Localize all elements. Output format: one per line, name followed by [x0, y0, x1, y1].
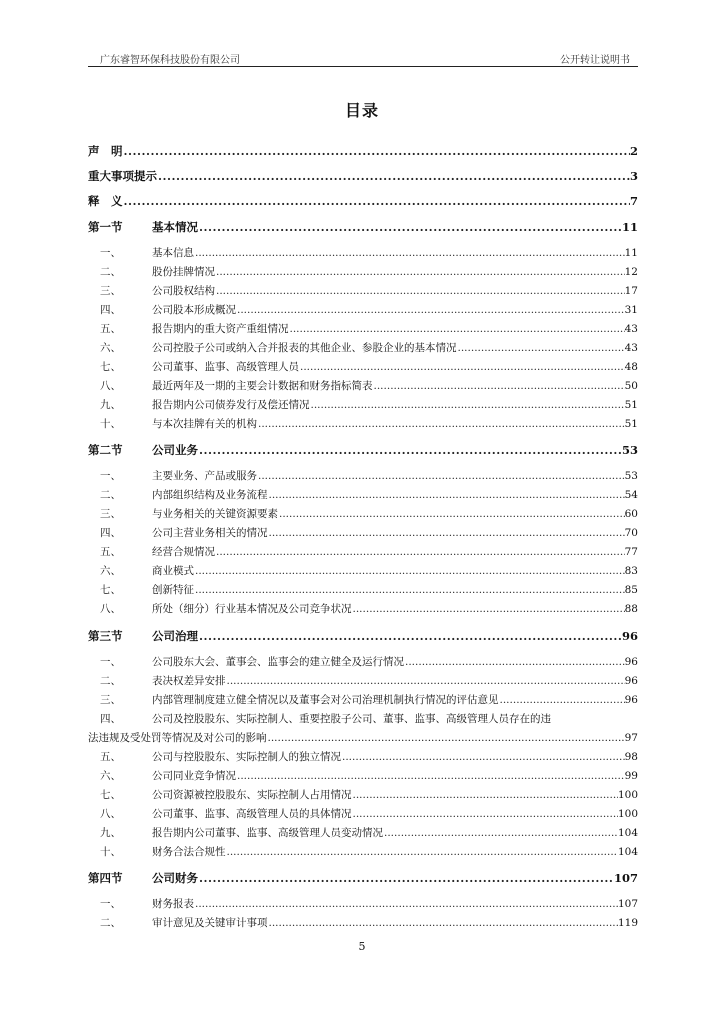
- toc-leader-dots: [289, 321, 625, 337]
- toc-entry[interactable]: [88, 915, 638, 931]
- toc-entry-number: 七、: [100, 361, 121, 373]
- toc-entry-page: 43: [624, 342, 638, 354]
- toc-entry-title: 表决权差异安排: [152, 675, 226, 687]
- toc-entry-title: 公司及控股股东、实际控制人、重要控股子公司、董事、监事、高级管理人员存在的违: [152, 713, 551, 725]
- toc-entry-title: 公司同业竞争情况: [152, 770, 236, 782]
- toc-leader-dots: [198, 870, 614, 886]
- toc-entry-number: 一、: [100, 247, 121, 259]
- toc-leader-dots: [236, 768, 625, 784]
- toc-entry-page: 54: [624, 489, 638, 501]
- toc-entry-page: 119: [617, 917, 638, 929]
- toc-entry-page: 53: [624, 470, 638, 482]
- toc-entry-number: 五、: [100, 323, 121, 335]
- toc-entry-title: 公司控股子公司或纳入合并报表的其他企业、参股企业的基本情况: [152, 342, 457, 354]
- toc-entry[interactable]: [88, 628, 638, 644]
- toc-entry-title: 公司业务: [152, 443, 198, 457]
- toc-entry-page: 104: [617, 827, 638, 839]
- toc-entry-title: 公司资源被控股股东、实际控制人占用情况: [152, 789, 352, 801]
- toc-entry-page: 12: [624, 266, 638, 278]
- toc-entry-page: 88: [624, 603, 638, 615]
- toc-entry-page: 51: [624, 418, 638, 430]
- toc-leader-dots: [257, 416, 625, 432]
- toc-entry-title: 公司主营业务相关的情况: [152, 527, 268, 539]
- toc-entry-title: 所处（细分）行业基本情况及公司竞争状况: [152, 603, 352, 615]
- toc-entry-title: 与业务相关的关键资源要素: [152, 508, 278, 520]
- toc-entry-page: 48: [624, 361, 638, 373]
- toc-entry-number: 一、: [100, 656, 121, 668]
- toc-entry-number: 三、: [100, 694, 121, 706]
- toc-entry[interactable]: [88, 340, 638, 356]
- toc-leader-dots: [215, 283, 625, 299]
- toc-entry-page: 31: [624, 304, 638, 316]
- toc-entry-page: 96: [624, 656, 638, 668]
- toc-entry-title: 公司财务: [152, 871, 198, 885]
- toc-entry[interactable]: [88, 749, 638, 765]
- toc-entry-title: 最近两年及一期的主要会计数据和财务指标简表: [152, 380, 373, 392]
- toc-entry[interactable]: [88, 768, 638, 784]
- toc-entry[interactable]: [88, 321, 638, 337]
- toc-leader-dots: [352, 806, 618, 822]
- toc-entry[interactable]: [88, 654, 638, 670]
- toc-entry-number: 八、: [100, 603, 121, 615]
- toc-entry-number: 一、: [100, 898, 121, 910]
- toc-leader-dots: [268, 487, 625, 503]
- toc-entry-number: 声 明: [88, 144, 123, 158]
- toc-entry[interactable]: [88, 378, 638, 394]
- toc-entry-title: 内部组织结构及业务流程: [152, 489, 268, 501]
- toc-entry[interactable]: [88, 711, 638, 727]
- toc-entry-number: 九、: [100, 399, 121, 411]
- toc-leader-dots: [341, 749, 625, 765]
- toc-leader-dots: [226, 673, 625, 689]
- page-title: 目录: [344, 101, 379, 120]
- toc-leader-dots: [194, 563, 625, 579]
- toc-entry[interactable]: [88, 219, 638, 235]
- header-company: 广东睿智环保科技股份有限公司: [100, 55, 240, 66]
- toc-entry-title: 财务报表: [152, 898, 194, 910]
- toc-entry[interactable]: [88, 787, 638, 803]
- toc-leader-dots: [383, 825, 618, 841]
- toc-entry[interactable]: [88, 264, 638, 280]
- toc-entry-number: 六、: [100, 770, 121, 782]
- toc-entry-title: 报告期内公司债券发行及偿还情况: [152, 399, 310, 411]
- toc-leader-dots: [236, 302, 625, 318]
- toc-entry[interactable]: [88, 806, 638, 822]
- header-doc-type: 公开转让说明书: [560, 55, 630, 66]
- toc-entry[interactable]: [88, 692, 638, 708]
- toc-entry-number: 八、: [100, 808, 121, 820]
- toc-entry[interactable]: [88, 359, 638, 375]
- toc-entry-page: 107: [613, 871, 638, 885]
- toc-entry[interactable]: [88, 442, 638, 458]
- toc-entry-title: 公司与控股股东、实际控制人的独立情况: [152, 751, 341, 763]
- toc-entry[interactable]: [88, 168, 638, 184]
- toc-entry-number: 二、: [100, 917, 121, 929]
- toc-entry-number: 五、: [100, 546, 121, 558]
- toc-entry-title: 商业模式: [152, 565, 194, 577]
- toc-entry-number: 七、: [100, 584, 121, 596]
- toc-entry-number: 第三节: [88, 629, 123, 643]
- toc-entry-number: 十、: [100, 846, 121, 858]
- toc-entry-title-continued: 法违规及受处罚等情况及对公司的影响: [88, 732, 267, 744]
- toc-entry-page: 70: [624, 527, 638, 539]
- toc-entry-title: 内部管理制度建立健全情况以及董事会对公司治理机制执行情况的评估意见: [152, 694, 499, 706]
- toc-leader-dots: [194, 245, 625, 261]
- toc-entry-number: 四、: [100, 304, 121, 316]
- toc-entry-title: 公司股东大会、董事会、监事会的建立健全及运行情况: [152, 656, 404, 668]
- toc-leader-dots: [268, 525, 625, 541]
- toc-entry[interactable]: [88, 143, 638, 159]
- toc-leader-dots: [198, 628, 622, 644]
- toc-entry-page: 7: [629, 194, 638, 208]
- toc-entry-page: 17: [624, 285, 638, 297]
- toc-entry-page: 50: [624, 380, 638, 392]
- toc-entry-number: 第二节: [88, 443, 123, 457]
- toc-entry-title: 创新特征: [152, 584, 194, 596]
- toc-entry[interactable]: [88, 506, 638, 522]
- toc-entry[interactable]: [88, 673, 638, 689]
- toc-entry-number: 九、: [100, 827, 121, 839]
- toc-entry[interactable]: [88, 302, 638, 318]
- toc-entry[interactable]: [88, 870, 638, 886]
- toc-entry-title: 基本情况: [152, 220, 198, 234]
- toc-leader-dots: [123, 193, 630, 209]
- toc-leader-dots: [215, 264, 625, 280]
- toc-leader-dots: [123, 143, 630, 159]
- toc-entry[interactable]: [88, 844, 638, 860]
- toc-entry-page: 83: [624, 565, 638, 577]
- toc-entry-continuation[interactable]: [88, 730, 638, 746]
- page-header: [88, 51, 638, 67]
- toc-entry-page: 99: [624, 770, 638, 782]
- toc-leader-dots: [404, 654, 625, 670]
- toc-entry-page: 96: [621, 629, 638, 643]
- toc-entry-page: 97: [624, 732, 638, 744]
- toc-leader-dots: [310, 397, 625, 413]
- toc-leader-dots: [157, 168, 630, 184]
- toc-entry-number: 六、: [100, 565, 121, 577]
- toc-entry[interactable]: [88, 601, 638, 617]
- toc-entry-number: 三、: [100, 508, 121, 520]
- toc-entry-page: 96: [624, 694, 638, 706]
- toc-entry-title: 公司董事、监事、高级管理人员的具体情况: [152, 808, 352, 820]
- toc-entry-page: 77: [624, 546, 638, 558]
- toc-entry-number: 二、: [100, 266, 121, 278]
- toc-leader-dots: [373, 378, 625, 394]
- toc-entry[interactable]: [88, 193, 638, 209]
- toc-entry-number: 一、: [100, 470, 121, 482]
- toc-entry-page: 85: [624, 584, 638, 596]
- toc-leader-dots: [267, 730, 625, 746]
- toc-entry-title: 基本信息: [152, 247, 194, 259]
- toc-entry-title: 与本次挂牌有关的机构: [152, 418, 257, 430]
- toc-leader-dots: [198, 442, 622, 458]
- toc-entry-page: 11: [621, 220, 638, 234]
- header-rule: [88, 66, 638, 67]
- toc-leader-dots: [299, 359, 625, 375]
- toc-entry[interactable]: [88, 582, 638, 598]
- toc-entry-page: 2: [629, 144, 638, 158]
- toc-entry[interactable]: [88, 397, 638, 413]
- toc-entry-page: 98: [624, 751, 638, 763]
- toc-entry-number: 三、: [100, 285, 121, 297]
- toc-entry-number: 七、: [100, 789, 121, 801]
- toc-leader-dots: [194, 582, 625, 598]
- toc-entry-title: 报告期内公司董事、监事、高级管理人员变动情况: [152, 827, 383, 839]
- toc-entry-title: 审计意见及关键审计事项: [152, 917, 268, 929]
- toc-entry-page: 100: [617, 808, 638, 820]
- toc-entry-page: 104: [617, 846, 638, 858]
- toc-entry-title: 公司治理: [152, 629, 198, 643]
- toc-entry[interactable]: [88, 416, 638, 432]
- toc-leader-dots: [268, 915, 618, 931]
- toc-entry[interactable]: [88, 525, 638, 541]
- toc-entry-title: 股份挂牌情况: [152, 266, 215, 278]
- toc-entry[interactable]: [88, 487, 638, 503]
- toc-entry[interactable]: [88, 896, 638, 912]
- toc-leader-dots: [499, 692, 625, 708]
- toc-entry-title: 公司股权结构: [152, 285, 215, 297]
- toc-entry-number: 五、: [100, 751, 121, 763]
- toc-entry-number: 八、: [100, 380, 121, 392]
- toc-entry[interactable]: [88, 283, 638, 299]
- toc-entry-title: 主要业务、产品或服务: [152, 470, 257, 482]
- toc-entry-number: 十、: [100, 418, 121, 430]
- toc-entry[interactable]: [88, 563, 638, 579]
- toc-leader-dots: [194, 896, 618, 912]
- toc-leader-dots: [215, 544, 625, 560]
- toc-entry-number: 释 义: [88, 194, 123, 208]
- toc-entry[interactable]: [88, 468, 638, 484]
- page-number: 5: [358, 940, 366, 953]
- toc-entry-page: 100: [617, 789, 638, 801]
- toc-entry-page: 43: [624, 323, 638, 335]
- toc-entry-page: 53: [621, 443, 638, 457]
- toc-leader-dots: [352, 787, 618, 803]
- toc-entry-page: 3: [629, 169, 638, 183]
- toc-entry-number: 二、: [100, 489, 121, 501]
- toc-leader-dots: [198, 219, 622, 235]
- toc-entry-title: 财务合法合规性: [152, 846, 226, 858]
- toc-entry[interactable]: [88, 544, 638, 560]
- toc-entry-title: 经营合规情况: [152, 546, 215, 558]
- toc-entry-page: 51: [624, 399, 638, 411]
- toc-entry-number: 重大事项提示: [88, 169, 157, 183]
- toc-entry-page: 60: [624, 508, 638, 520]
- toc-entry-number: 第一节: [88, 220, 123, 234]
- toc-entry-title: 公司董事、监事、高级管理人员: [152, 361, 299, 373]
- toc-entry-number: 六、: [100, 342, 121, 354]
- toc-entry-page: 107: [617, 898, 638, 910]
- toc-leader-dots: [278, 506, 625, 522]
- toc-entry-page: 11: [624, 247, 638, 259]
- toc-entry[interactable]: [88, 825, 638, 841]
- toc-entry-page: 96: [624, 675, 638, 687]
- toc-leader-dots: [352, 601, 625, 617]
- toc-entry-number: 四、: [100, 527, 121, 539]
- toc-leader-dots: [457, 340, 625, 356]
- toc-entry-title: 报告期内的重大资产重组情况: [152, 323, 289, 335]
- toc-entry-number: 二、: [100, 675, 121, 687]
- toc-entry-title: 公司股本形成概况: [152, 304, 236, 316]
- toc-entry-number: 第四节: [88, 871, 123, 885]
- toc-entry-number: 四、: [100, 713, 121, 725]
- toc-leader-dots: [226, 844, 618, 860]
- toc-leader-dots: [257, 468, 625, 484]
- toc-entry[interactable]: [88, 245, 638, 261]
